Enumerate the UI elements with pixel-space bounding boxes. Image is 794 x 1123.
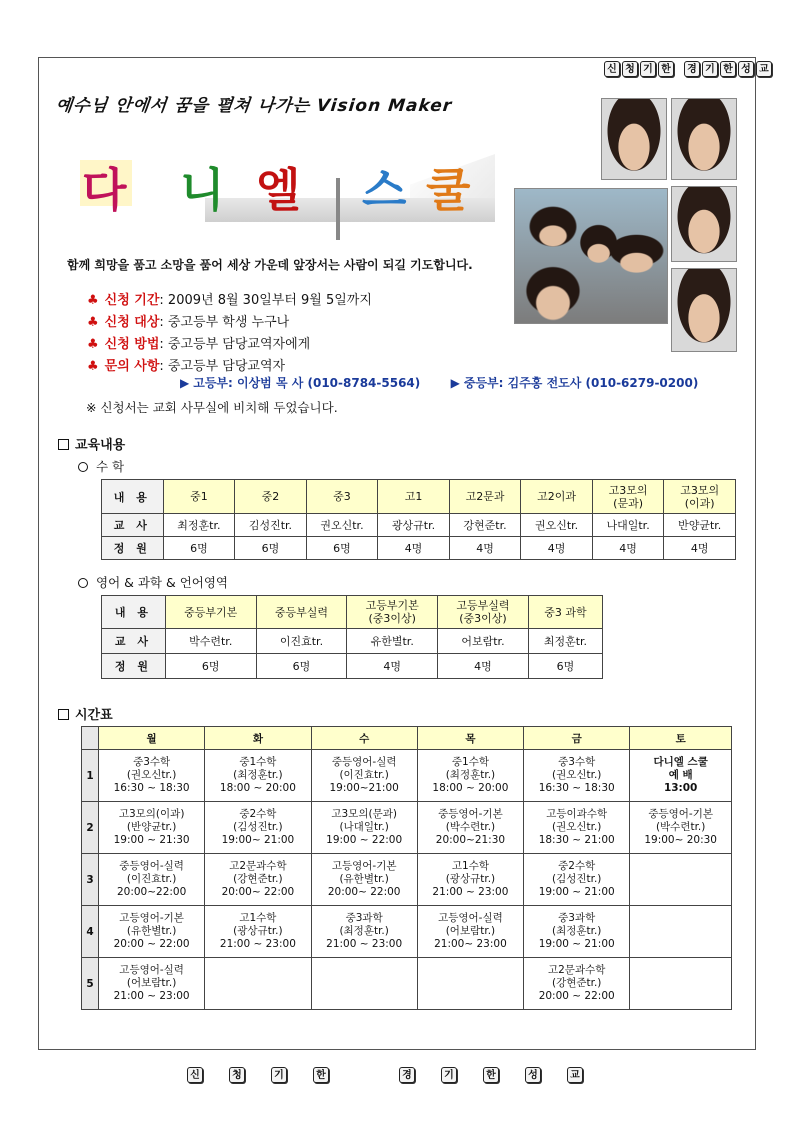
group-photo xyxy=(514,188,668,324)
class-line: 중등영어-실력 xyxy=(331,756,397,768)
class-line: (유한별tr.) xyxy=(339,873,389,885)
subject-cell xyxy=(449,480,521,514)
schedule-cell xyxy=(630,750,732,802)
badge-char: 경 xyxy=(399,1067,415,1083)
badge-char: 한 xyxy=(483,1067,499,1083)
schedule-cell xyxy=(630,958,732,1010)
arrow-right-icon: ▶ xyxy=(180,376,190,390)
subject-text: 고1 xyxy=(404,490,423,503)
badge-char: 경 xyxy=(684,61,700,77)
badge-char: 기 xyxy=(271,1067,287,1083)
badge-char: 기 xyxy=(702,61,718,77)
subject-cell xyxy=(163,480,235,514)
row-label: 정 원 xyxy=(102,654,166,679)
schedule-cell xyxy=(630,854,732,906)
class-line: 중2수학 xyxy=(239,808,277,820)
schedule-cell xyxy=(417,854,523,906)
capacity-cell: 4명 xyxy=(438,654,529,679)
class-line: 20:00~ 22:00 xyxy=(327,886,401,898)
schedule-row xyxy=(82,958,732,1010)
class-line: (김성진tr.) xyxy=(551,873,602,885)
teacher-cell: 권오신tr. xyxy=(306,514,378,537)
subject-text: 고등부기본 xyxy=(365,599,419,612)
class-line: 20:00~ 22:00 xyxy=(221,886,295,898)
class-line: 19:00~ 20:30 xyxy=(644,834,717,846)
top-badges xyxy=(604,61,772,77)
class-line: 18:30 ~ 21:00 xyxy=(538,834,615,846)
row-label: 교 사 xyxy=(102,514,164,537)
schedule-cell xyxy=(311,750,417,802)
student-photo xyxy=(671,268,737,352)
class-line: (박수련tr.) xyxy=(445,821,496,833)
class-line: 13:00 xyxy=(663,782,698,794)
class-line: 21:00 ~ 23:00 xyxy=(432,886,509,898)
row-label: 교 사 xyxy=(102,629,166,654)
class-line: (박수련tr.) xyxy=(655,821,706,833)
schedule-cell xyxy=(417,750,523,802)
capacity-cell: 4명 xyxy=(378,537,450,560)
class-line: 고등이과수학 xyxy=(546,808,608,820)
class-line: 19:00~21:00 xyxy=(329,782,399,794)
language-table xyxy=(101,595,603,679)
subject-text: 고2문과 xyxy=(465,490,505,503)
class-line: (최정훈tr.) xyxy=(445,769,496,781)
schedule-cell xyxy=(205,750,311,802)
class-line: 중등영어-기본 xyxy=(438,808,503,820)
info-label: 신청 방법 xyxy=(104,337,160,352)
subsection-title: 수 학 xyxy=(96,459,125,474)
circle-bullet-icon xyxy=(78,578,88,588)
student-photo xyxy=(601,98,667,180)
footer-badges xyxy=(187,1067,609,1083)
capacity-cell: 6명 xyxy=(306,537,378,560)
header-row xyxy=(82,727,732,750)
schedule-cell xyxy=(205,958,311,1010)
class-line: (강현준tr.) xyxy=(233,873,283,885)
class-line: 21:00 ~ 23:00 xyxy=(326,938,403,950)
table-row xyxy=(102,537,736,560)
row-label: 정 원 xyxy=(102,537,164,560)
schedule-row xyxy=(82,750,732,802)
title-char: 스 xyxy=(362,163,407,217)
club-icon: ♣ xyxy=(87,293,99,308)
subsection-lang xyxy=(78,573,228,591)
class-line: 고2문과수학 xyxy=(547,964,606,976)
schedule-cell xyxy=(99,906,205,958)
badge-char: 한 xyxy=(313,1067,329,1083)
table-row xyxy=(102,514,736,537)
teacher-cell: 김성진tr. xyxy=(235,514,307,537)
class-line: 20:00 ~ 22:00 xyxy=(113,938,190,950)
schedule-cell xyxy=(524,958,630,1010)
subsection-math xyxy=(78,457,124,475)
capacity-cell: 4명 xyxy=(592,537,664,560)
teacher-cell: 이진효tr. xyxy=(256,629,347,654)
info-value: : 2009년 8월 30일부터 9월 5일까지 xyxy=(159,293,372,308)
teacher-cell: 어보람tr. xyxy=(438,629,529,654)
subject-text: 고등부실력 xyxy=(456,599,510,612)
corner-cell xyxy=(82,727,99,750)
class-line: 중3과학 xyxy=(345,912,383,924)
period-number: 3 xyxy=(82,854,99,906)
class-line: 16:30 ~ 18:30 xyxy=(538,782,615,794)
subsection-title: 영어 & 과학 & 언어영역 xyxy=(96,575,228,590)
day-header: 금 xyxy=(524,727,630,750)
class-line: (권오신tr.) xyxy=(551,821,602,833)
info-row xyxy=(87,290,372,312)
badge-char: 청 xyxy=(229,1067,245,1083)
subject-text: 중3 과학 xyxy=(544,605,587,619)
class-line: 21:00 ~ 23:00 xyxy=(219,938,296,950)
class-line: 중3수학 xyxy=(133,756,171,768)
class-line: 중3수학 xyxy=(558,756,596,768)
day-header: 화 xyxy=(205,727,311,750)
subject-text: 중2 xyxy=(261,490,280,503)
class-line: (어보람tr.) xyxy=(445,925,496,937)
subject-cell xyxy=(347,596,438,629)
class-line: 고3모의(문과) xyxy=(331,808,397,820)
schedule-cell xyxy=(311,854,417,906)
day-header: 월 xyxy=(99,727,205,750)
capacity-cell: 6명 xyxy=(235,537,307,560)
class-line: 20:00~21:30 xyxy=(435,834,506,846)
info-label: 신청 기간 xyxy=(104,293,160,308)
circle-bullet-icon xyxy=(78,462,88,472)
subject-text: 고3모의 xyxy=(608,483,648,497)
class-line: 중2수학 xyxy=(558,860,596,872)
class-line: (반양균tr.) xyxy=(126,821,177,833)
teacher-cell: 반양균tr. xyxy=(664,514,736,537)
class-line: (강현준tr.) xyxy=(551,977,602,989)
subject-cell xyxy=(438,596,529,629)
class-line: 중1수학 xyxy=(451,756,489,768)
info-value: : 중고등부 담당교역자 xyxy=(159,359,286,374)
square-bullet-icon xyxy=(58,709,69,720)
row-label: 내 용 xyxy=(102,480,164,514)
capacity-cell: 4명 xyxy=(521,537,593,560)
class-line: 20:00~22:00 xyxy=(116,886,187,898)
class-line: 고등영어-실력 xyxy=(438,912,503,924)
class-line: 21:00~ 23:00 xyxy=(434,938,507,950)
class-line: 중등영어-기본 xyxy=(648,808,713,820)
subject-cell xyxy=(592,480,664,514)
capacity-cell: 4명 xyxy=(664,537,736,560)
subject-text: (중3이상) xyxy=(459,612,507,625)
class-line: 중1수학 xyxy=(239,756,277,768)
badge-char: 성 xyxy=(525,1067,541,1083)
subject-cell xyxy=(528,596,602,629)
teacher-cell: 권오신tr. xyxy=(521,514,593,537)
title-divider xyxy=(336,178,340,240)
class-line: (나대일tr.) xyxy=(339,821,389,833)
section-schedule xyxy=(58,704,113,723)
title-char: 쿨 xyxy=(426,163,471,217)
schedule-cell xyxy=(99,750,205,802)
class-line: 19:00 ~ 22:00 xyxy=(326,834,403,846)
class-line: 중등영어-실력 xyxy=(119,860,184,872)
teacher-cell: 최정훈tr. xyxy=(528,629,602,654)
schedule-cell xyxy=(311,802,417,854)
teacher-cell: 유한별tr. xyxy=(347,629,438,654)
schedule-cell xyxy=(205,802,311,854)
class-line: 19:00 ~ 21:00 xyxy=(538,938,615,950)
class-line: (어보람tr.) xyxy=(126,977,177,989)
subject-cell xyxy=(306,480,378,514)
table-row xyxy=(102,596,603,629)
subject-text: 중3 xyxy=(333,490,351,503)
student-photo xyxy=(671,186,737,262)
period-number: 1 xyxy=(82,750,99,802)
notice: ※ 신청서는 교회 사무실에 비치해 두었습니다. xyxy=(86,400,338,415)
class-line: 예 배 xyxy=(668,769,693,781)
subject-text: (중3이상) xyxy=(368,612,416,625)
period-number: 2 xyxy=(82,802,99,854)
badge-char: 기 xyxy=(640,61,656,77)
title-char: 니 xyxy=(180,163,225,217)
class-line: (권오신tr.) xyxy=(126,769,177,781)
class-line: 19:00~ 21:00 xyxy=(221,834,295,846)
title-char: 다 xyxy=(82,163,127,217)
class-line: 중3과학 xyxy=(558,912,596,924)
class-line: 고2문과수학 xyxy=(229,860,287,872)
info-label: 신청 대상 xyxy=(104,315,160,330)
schedule-row xyxy=(82,854,732,906)
schedule-cell xyxy=(99,854,205,906)
subject-cell xyxy=(235,480,307,514)
schedule-cell xyxy=(524,750,630,802)
slogan: 예수님 안에서 꿈을 펼쳐 나가는 Vision Maker xyxy=(54,96,454,116)
class-line: 18:00 ~ 20:00 xyxy=(432,782,509,794)
math-table xyxy=(101,479,736,560)
info-label: 문의 사항 xyxy=(104,359,160,374)
schedule-cell xyxy=(417,958,523,1010)
class-line: (최정훈tr.) xyxy=(339,925,389,937)
subject-text: 고2이과 xyxy=(537,490,576,503)
schedule-table xyxy=(81,726,732,1010)
class-line: 고등영어-기본 xyxy=(119,912,184,924)
badge-char: 기 xyxy=(441,1067,457,1083)
schedule-cell xyxy=(524,906,630,958)
club-icon: ♣ xyxy=(87,337,99,352)
schedule-cell xyxy=(417,906,523,958)
info-value: : 중고등부 담당교역자에게 xyxy=(159,337,311,352)
club-icon: ♣ xyxy=(87,359,99,374)
title-char: 엘 xyxy=(256,163,301,217)
schedule-cell xyxy=(205,854,311,906)
arrow-right-icon: ▶ xyxy=(450,376,460,390)
subject-text: 중1 xyxy=(190,490,208,503)
contacts xyxy=(180,374,698,391)
subject-cell xyxy=(664,480,736,514)
schedule-row xyxy=(82,802,732,854)
teacher-cell: 최정훈tr. xyxy=(163,514,235,537)
section-title: 교육내용 xyxy=(75,438,126,453)
class-line: 고1수학 xyxy=(239,912,277,924)
class-line: (광상규tr.) xyxy=(445,873,496,885)
capacity-cell: 4명 xyxy=(347,654,438,679)
capacity-cell: 4명 xyxy=(449,537,521,560)
row-label: 내 용 xyxy=(102,596,166,629)
info-row xyxy=(87,334,372,356)
badge-char: 청 xyxy=(622,61,638,77)
class-line: (이진효tr.) xyxy=(126,873,177,885)
badge-char: 교 xyxy=(567,1067,583,1083)
section-education xyxy=(58,434,125,453)
badge-char: 신 xyxy=(604,61,620,77)
subject-cell xyxy=(378,480,450,514)
day-header: 목 xyxy=(417,727,523,750)
class-line: 고3모의(이과) xyxy=(118,808,185,820)
badge-char: 교 xyxy=(756,61,772,77)
schedule-cell xyxy=(205,906,311,958)
class-line: (김성진tr.) xyxy=(233,821,283,833)
table-row xyxy=(102,629,603,654)
subject-text: 고3모의 xyxy=(680,483,720,497)
period-number: 4 xyxy=(82,906,99,958)
class-line: 고등영어-실력 xyxy=(119,964,184,976)
section-title: 시간표 xyxy=(75,708,113,723)
capacity-cell: 6명 xyxy=(165,654,256,679)
info-value: : 중고등부 학생 누구나 xyxy=(159,315,290,330)
class-line: (유한별tr.) xyxy=(126,925,177,937)
schedule-cell xyxy=(311,906,417,958)
schedule-cell xyxy=(99,802,205,854)
schedule-cell xyxy=(311,958,417,1010)
subject-text: 중등부실력 xyxy=(274,605,329,619)
subject-cell xyxy=(256,596,347,629)
class-line: 20:00 ~ 22:00 xyxy=(538,990,615,1002)
class-line: 18:00 ~ 20:00 xyxy=(219,782,296,794)
club-icon: ♣ xyxy=(87,315,99,330)
contact-middle: 중등부: 김주홍 전도사 (010-6279-0200) xyxy=(463,376,699,390)
class-line: (이진효tr.) xyxy=(339,769,389,781)
class-line: 고1수학 xyxy=(451,860,489,872)
teacher-cell: 광상규tr. xyxy=(378,514,450,537)
schedule-cell xyxy=(524,854,630,906)
badge-gap xyxy=(355,1067,399,1083)
class-line: (최정훈tr.) xyxy=(233,769,283,781)
class-line: (최정훈tr.) xyxy=(551,925,602,937)
class-line: 19:00 ~ 21:00 xyxy=(538,886,615,898)
table-row xyxy=(102,654,603,679)
schedule-row xyxy=(82,906,732,958)
square-bullet-icon xyxy=(58,439,69,450)
capacity-cell: 6명 xyxy=(163,537,235,560)
capacity-cell: 6명 xyxy=(528,654,602,679)
subject-cell xyxy=(165,596,256,629)
schedule-cell xyxy=(99,958,205,1010)
class-line: (권오신tr.) xyxy=(551,769,602,781)
badge-char: 성 xyxy=(738,61,754,77)
schedule-cell xyxy=(524,802,630,854)
teacher-cell: 나대일tr. xyxy=(592,514,664,537)
badge-char: 한 xyxy=(658,61,674,77)
badge-gap xyxy=(676,61,682,77)
badge-char: 신 xyxy=(187,1067,203,1083)
info-row xyxy=(87,312,372,334)
class-line: 16:30 ~ 18:30 xyxy=(113,782,190,794)
contact-high: 고등부: 이상범 목 사 (010-8784-5564) xyxy=(193,376,421,390)
schedule-cell xyxy=(417,802,523,854)
subject-text: (문과) xyxy=(613,496,644,510)
student-photo xyxy=(671,98,737,180)
class-line: 다니엘 스쿨 xyxy=(653,756,708,768)
badge-char: 한 xyxy=(720,61,736,77)
subject-cell xyxy=(521,480,593,514)
subject-text: (이과) xyxy=(684,496,715,510)
period-number: 5 xyxy=(82,958,99,1010)
schedule-cell xyxy=(630,802,732,854)
day-header: 수 xyxy=(311,727,417,750)
teacher-cell: 박수련tr. xyxy=(165,629,256,654)
class-line: 19:00 ~ 21:30 xyxy=(113,834,190,846)
school-title xyxy=(80,154,500,244)
class-line: 고등영어-기본 xyxy=(331,860,397,872)
class-line: (광상규tr.) xyxy=(233,925,283,937)
subject-text: 중등부기본 xyxy=(184,605,238,619)
schedule-cell xyxy=(630,906,732,958)
day-header: 토 xyxy=(630,727,732,750)
application-info xyxy=(87,290,372,378)
class-line: 21:00 ~ 23:00 xyxy=(113,990,190,1002)
table-row xyxy=(102,480,736,514)
tagline: 함께 희망을 품고 소망을 품어 세상 가운데 앞장서는 사람이 되길 기도합니다. xyxy=(67,258,473,272)
capacity-cell: 6명 xyxy=(256,654,347,679)
teacher-cell: 강현준tr. xyxy=(449,514,521,537)
